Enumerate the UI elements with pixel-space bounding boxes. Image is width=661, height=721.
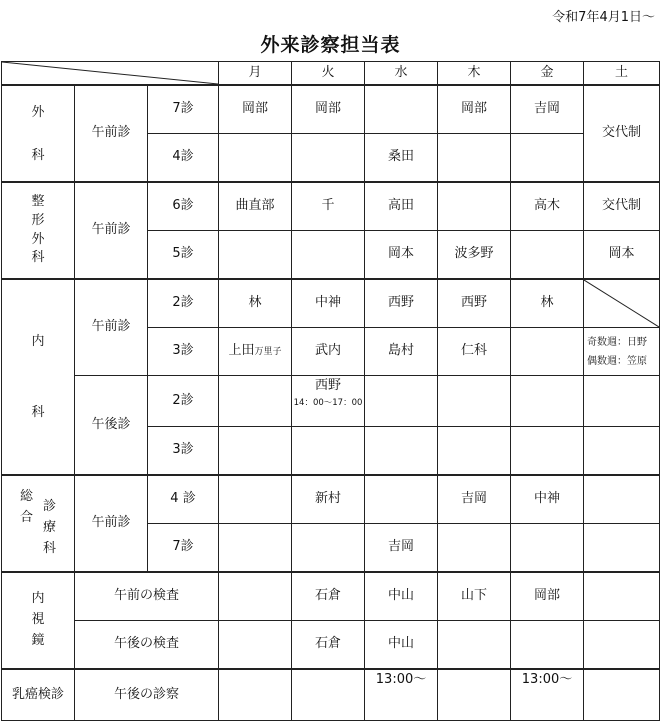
- doctor-name: 上田: [228, 343, 255, 359]
- doctor-name: 西野: [315, 378, 342, 393]
- room-label: 7診: [148, 85, 219, 134]
- doctor-cell: [365, 475, 438, 524]
- doctor-cell: [219, 572, 292, 621]
- header-corner: [2, 62, 219, 86]
- dept-char: 外: [31, 231, 45, 247]
- doctor-cell: [438, 427, 511, 476]
- exam-label: 午後の検査: [75, 621, 219, 670]
- time-range: 14：00～17：00: [293, 398, 363, 409]
- schedule-table: [1, 61, 660, 721]
- day-sat: 土: [584, 62, 660, 86]
- doctor-cell: [584, 621, 660, 670]
- doctor-cell: 岡本: [365, 231, 438, 280]
- doctor-cell: [292, 376, 365, 427]
- time-cell: 13:00～: [365, 669, 438, 721]
- doctor-cell: [584, 524, 660, 573]
- exam-label: 午後の診察: [75, 669, 219, 721]
- dept-geka: [2, 85, 75, 182]
- doctor-cell: [292, 134, 365, 183]
- session-label: 午後診: [75, 376, 148, 476]
- doctor-cell: [219, 621, 292, 670]
- session-label: 午前診: [75, 182, 148, 279]
- doctor-cell: [438, 524, 511, 573]
- doctor-cell: 吉岡: [511, 85, 584, 134]
- dept-seikei: [2, 182, 75, 279]
- doctor-cell: [511, 427, 584, 476]
- dept-char: 科: [43, 540, 57, 556]
- doctor-cell: [219, 524, 292, 573]
- doctor-cell: [365, 85, 438, 134]
- doctor-cell: 吉岡: [365, 524, 438, 573]
- doctor-cell: [584, 669, 660, 721]
- doctor-cell: [438, 669, 511, 721]
- doctor-cell: [292, 231, 365, 280]
- doctor-cell: [365, 376, 438, 427]
- doctor-cell: 高田: [365, 182, 438, 231]
- doctor-cell: [292, 524, 365, 573]
- doctor-cell: [438, 134, 511, 183]
- dept-char: 整: [31, 193, 45, 209]
- doctor-cell: 岡部: [511, 572, 584, 621]
- doctor-cell: [511, 134, 584, 183]
- doctor-cell: [511, 524, 584, 573]
- doctor-cell: 交代制: [584, 182, 660, 231]
- doctor-cell: 石倉: [292, 572, 365, 621]
- doctor-cell: 新村: [292, 475, 365, 524]
- room-label: 4診: [148, 134, 219, 183]
- doctor-cell: 高木: [511, 182, 584, 231]
- doctor-cell: 中神: [511, 475, 584, 524]
- doctor-cell: 中神: [292, 279, 365, 328]
- doctor-cell: [584, 427, 660, 476]
- doctor-given-name: 万里子: [254, 347, 282, 358]
- dept-char: 視: [31, 612, 45, 628]
- odd-week-note: 奇数週：日野: [587, 336, 648, 348]
- doctor-cell: 山下: [438, 572, 511, 621]
- room-label: 3診: [148, 328, 219, 376]
- doctor-cell: 桑田: [365, 134, 438, 183]
- doctor-cell: 岡本: [584, 231, 660, 280]
- room-label: 5診: [148, 231, 219, 280]
- dept-char: 診: [43, 499, 57, 515]
- doctor-cell: [584, 475, 660, 524]
- doctor-cell: [219, 231, 292, 280]
- doctor-cell: [219, 427, 292, 476]
- day-wed: 水: [365, 62, 438, 86]
- doctor-cell: [584, 572, 660, 621]
- doctor-cell: [365, 427, 438, 476]
- doctor-cell: [438, 621, 511, 670]
- doctor-cell: 中山: [365, 621, 438, 670]
- doctor-cell: [584, 328, 660, 376]
- doctor-cell: 中山: [365, 572, 438, 621]
- exam-label: 午前の検査: [75, 572, 219, 621]
- doctor-cell: [219, 669, 292, 721]
- session-label: 午前診: [75, 85, 148, 182]
- doctor-cell: [584, 376, 660, 427]
- doctor-cell: [292, 669, 365, 721]
- doctor-cell: 千: [292, 182, 365, 231]
- doctor-cell: 交代制: [584, 85, 660, 182]
- room-label: 2診: [148, 376, 219, 427]
- doctor-cell: [511, 328, 584, 376]
- doctor-cell: [511, 621, 584, 670]
- doctor-cell: 波多野: [438, 231, 511, 280]
- dept-nyugan: 乳癌検診: [2, 669, 75, 721]
- doctor-cell: 吉岡: [438, 475, 511, 524]
- dept-char: 科: [31, 147, 45, 163]
- room-label: 6診: [148, 182, 219, 231]
- doctor-cell: [219, 475, 292, 524]
- dept-naika: [2, 279, 75, 475]
- effective-date: 令和7年4月1日～: [552, 10, 655, 25]
- day-mon: 月: [219, 62, 292, 86]
- doctor-cell: [219, 376, 292, 427]
- doctor-cell: 島村: [365, 328, 438, 376]
- dept-char: 外: [31, 104, 45, 120]
- dept-sogo: [2, 475, 75, 572]
- doctor-cell: [438, 376, 511, 427]
- dept-char: 科: [31, 405, 45, 420]
- day-thu: 木: [438, 62, 511, 86]
- dept-char: 内: [31, 334, 45, 349]
- room-label: 3診: [148, 427, 219, 476]
- doctor-cell: 武内: [292, 328, 365, 376]
- doctor-cell: [292, 427, 365, 476]
- dept-char: 総: [19, 489, 33, 505]
- room-label: 2診: [148, 279, 219, 328]
- doctor-cell: 岡部: [292, 85, 365, 134]
- dept-char: 形: [31, 212, 45, 228]
- doctor-cell: 岡部: [438, 85, 511, 134]
- doctor-cell: 林: [219, 279, 292, 328]
- session-label: 午前診: [75, 279, 148, 376]
- doctor-cell: 林: [511, 279, 584, 328]
- dept-char: 合: [19, 510, 33, 526]
- day-fri: 金: [511, 62, 584, 86]
- doctor-cell: 曲直部: [219, 182, 292, 231]
- even-week-note: 偶数週：笠原: [587, 355, 648, 367]
- doctor-cell: 西野: [438, 279, 511, 328]
- dept-char: 内: [31, 591, 45, 607]
- room-label: 4 診: [148, 475, 219, 524]
- dept-char: 科: [31, 250, 45, 266]
- doctor-cell-none: [584, 279, 660, 328]
- dept-char: 鏡: [31, 632, 45, 648]
- doctor-cell: 仁科: [438, 328, 511, 376]
- doctor-cell: [438, 182, 511, 231]
- doctor-cell: 石倉: [292, 621, 365, 670]
- doctor-cell: [511, 376, 584, 427]
- page-title: 外来診察担当表: [260, 34, 401, 56]
- dept-char: 療: [43, 520, 57, 536]
- doctor-cell: 西野: [365, 279, 438, 328]
- doctor-cell: 岡部: [219, 85, 292, 134]
- room-label: 7診: [148, 524, 219, 573]
- doctor-cell: [219, 328, 292, 376]
- dept-naishi: [2, 572, 75, 669]
- day-tue: 火: [292, 62, 365, 86]
- session-label: 午前診: [75, 475, 148, 572]
- doctor-cell: [511, 231, 584, 280]
- doctor-cell: [219, 134, 292, 183]
- time-cell: 13:00～: [511, 669, 584, 721]
